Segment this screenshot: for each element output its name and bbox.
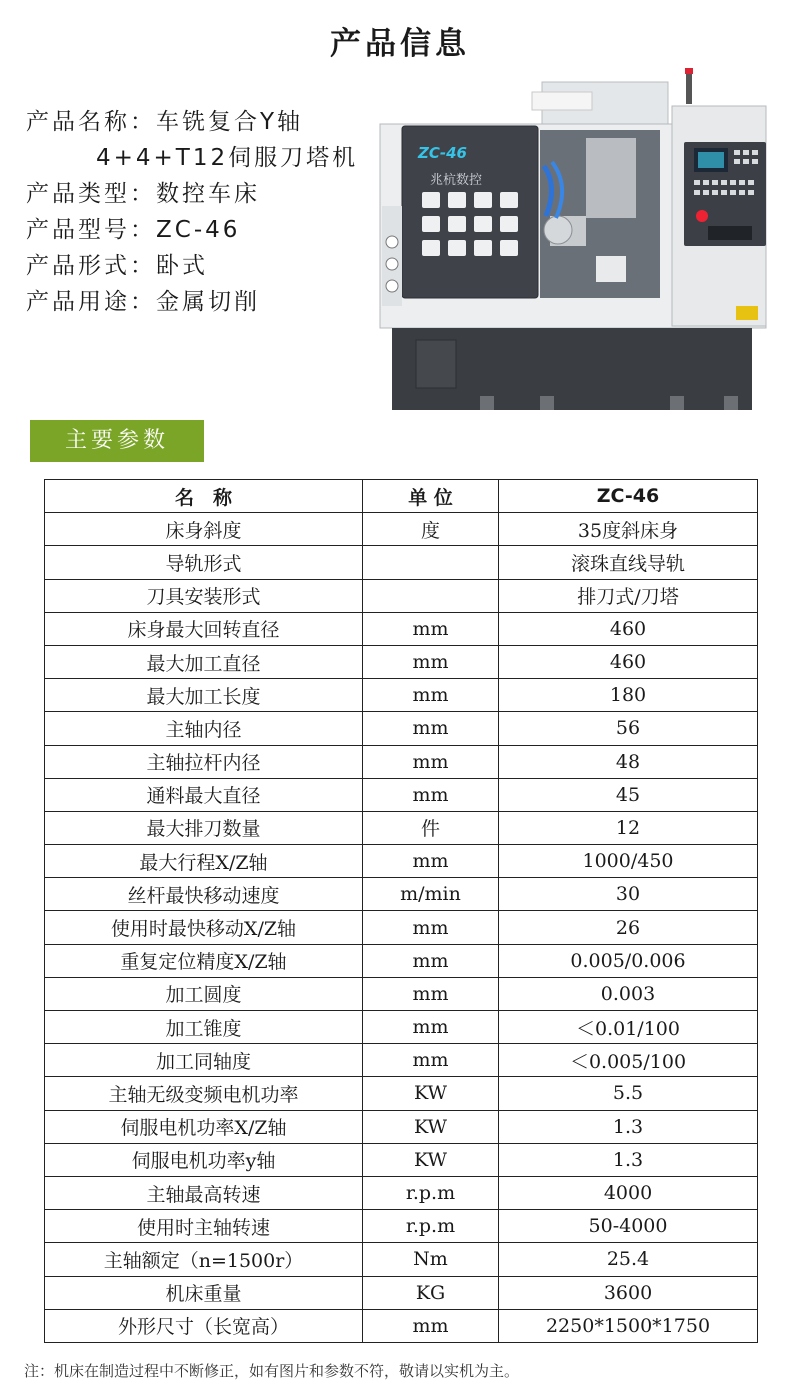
param-name: 使用时主轴转速: [45, 1210, 363, 1243]
table-row: [45, 1176, 758, 1209]
param-name: 最大行程X/Z轴: [45, 845, 363, 878]
param-name: 主轴无级变频电机功率: [45, 1077, 363, 1110]
table-row: [45, 1011, 758, 1044]
product-name-row-2: 4+4+T12伺服刀塔机: [96, 145, 359, 171]
param-unit: mm: [363, 745, 499, 778]
param-value: 35度斜床身: [499, 513, 758, 546]
section-tag-main-params: 主要参数: [30, 420, 204, 462]
param-value: 2250*1500*1750: [499, 1309, 758, 1342]
param-value: 56: [499, 712, 758, 745]
table-row: [45, 745, 758, 778]
param-name: 刀具安装形式: [45, 579, 363, 612]
param-unit: KW: [363, 1143, 499, 1176]
param-unit: mm: [363, 612, 499, 645]
param-unit: mm: [363, 845, 499, 878]
param-name: 加工锥度: [45, 1011, 363, 1044]
param-name: 重复定位精度X/Z轴: [45, 944, 363, 977]
param-unit: KW: [363, 1110, 499, 1143]
param-value: 1000/450: [499, 845, 758, 878]
param-name: 最大加工长度: [45, 679, 363, 712]
product-type-row: 产品类型：数控车床: [26, 181, 260, 207]
param-value: 0.005/0.006: [499, 944, 758, 977]
footnote: 注：机床在制造过程中不断修正，如有图片和参数不符，敬请以实机为主。: [24, 1362, 520, 1380]
param-value: 50-4000: [499, 1210, 758, 1243]
param-name: 最大加工直径: [45, 645, 363, 678]
table-row: [45, 1243, 758, 1276]
param-unit: KW: [363, 1077, 499, 1110]
param-unit: 件: [363, 811, 499, 844]
table-row: [45, 811, 758, 844]
param-value: 12: [499, 811, 758, 844]
param-unit: mm: [363, 712, 499, 745]
param-name: 丝杆最快移动速度: [45, 878, 363, 911]
param-name: 主轴最高转速: [45, 1176, 363, 1209]
table-row: [45, 778, 758, 811]
param-unit: 度: [363, 513, 499, 546]
header-model: ZC-46: [499, 480, 758, 513]
param-name: 主轴拉杆内径: [45, 745, 363, 778]
param-value: 0.003: [499, 977, 758, 1010]
table-row: [45, 513, 758, 546]
param-unit: mm: [363, 1011, 499, 1044]
param-value: 1.3: [499, 1110, 758, 1143]
table-row: [45, 1210, 758, 1243]
table-row: [45, 612, 758, 645]
table-row: [45, 645, 758, 678]
param-unit: mm: [363, 1044, 499, 1077]
param-value: 48: [499, 745, 758, 778]
param-unit: mm: [363, 911, 499, 944]
product-use-row: 产品用途：金属切削: [26, 289, 260, 315]
param-name: 使用时最快移动X/Z轴: [45, 911, 363, 944]
param-unit: mm: [363, 977, 499, 1010]
table-row: [45, 712, 758, 745]
param-value: 460: [499, 645, 758, 678]
machine-brand: 兆杭数控: [430, 173, 483, 188]
param-unit: r.p.m: [363, 1176, 499, 1209]
param-value: 4000: [499, 1176, 758, 1209]
table-row: [45, 546, 758, 579]
page-title: 产品信息: [330, 26, 470, 62]
param-unit: r.p.m: [363, 1210, 499, 1243]
param-value: 25.4: [499, 1243, 758, 1276]
table-row: [45, 1044, 758, 1077]
param-unit: mm: [363, 1309, 499, 1342]
machine-logo: ZC-46: [418, 144, 467, 162]
param-unit: mm: [363, 778, 499, 811]
param-unit: Nm: [363, 1243, 499, 1276]
table-row: [45, 878, 758, 911]
params-table: [44, 479, 758, 1343]
param-value: 1.3: [499, 1143, 758, 1176]
param-value: 26: [499, 911, 758, 944]
param-unit: mm: [363, 645, 499, 678]
product-name-row: 产品名称：车铣复合Y轴: [26, 109, 304, 135]
table-row: [45, 679, 758, 712]
param-value: 排刀式/刀塔: [499, 579, 758, 612]
param-value: 5.5: [499, 1077, 758, 1110]
param-value: 滚珠直线导轨: [499, 546, 758, 579]
param-name: 伺服电机功率X/Z轴: [45, 1110, 363, 1143]
param-value: 3600: [499, 1276, 758, 1309]
param-value: 30: [499, 878, 758, 911]
param-value: ＜0.005/100: [499, 1044, 758, 1077]
table-row: [45, 977, 758, 1010]
param-unit: mm: [363, 679, 499, 712]
table-row: [45, 579, 758, 612]
table-row: [45, 1110, 758, 1143]
param-unit: [363, 546, 499, 579]
params-table-body: [45, 513, 758, 1343]
param-name: 伺服电机功率y轴: [45, 1143, 363, 1176]
param-unit: KG: [363, 1276, 499, 1309]
table-header-row: [45, 480, 758, 513]
param-name: 通料最大直径: [45, 778, 363, 811]
product-model-row: 产品型号：ZC-46: [26, 217, 241, 243]
param-unit: [363, 579, 499, 612]
param-name: 机床重量: [45, 1276, 363, 1309]
param-unit: mm: [363, 944, 499, 977]
table-row: [45, 1276, 758, 1309]
param-name: 主轴额定（n=1500r）: [45, 1243, 363, 1276]
param-value: 180: [499, 679, 758, 712]
param-name: 外形尺寸（长宽高）: [45, 1309, 363, 1342]
table-row: [45, 911, 758, 944]
product-info: [26, 104, 376, 320]
table-row: [45, 1077, 758, 1110]
header-name: 名 称: [45, 480, 363, 513]
param-name: 床身斜度: [45, 513, 363, 546]
param-name: 主轴内径: [45, 712, 363, 745]
param-name: 加工圆度: [45, 977, 363, 1010]
param-name: 床身最大回转直径: [45, 612, 363, 645]
machine-photo: [372, 66, 772, 422]
param-unit: m/min: [363, 878, 499, 911]
param-name: 最大排刀数量: [45, 811, 363, 844]
param-name: 加工同轴度: [45, 1044, 363, 1077]
header-unit: 单 位: [363, 480, 499, 513]
product-form-row: 产品形式：卧式: [26, 253, 208, 279]
table-row: [45, 944, 758, 977]
param-name: 导轨形式: [45, 546, 363, 579]
table-row: [45, 1309, 758, 1342]
param-value: 460: [499, 612, 758, 645]
param-value: ＜0.01/100: [499, 1011, 758, 1044]
param-value: 45: [499, 778, 758, 811]
table-row: [45, 1143, 758, 1176]
table-row: [45, 845, 758, 878]
